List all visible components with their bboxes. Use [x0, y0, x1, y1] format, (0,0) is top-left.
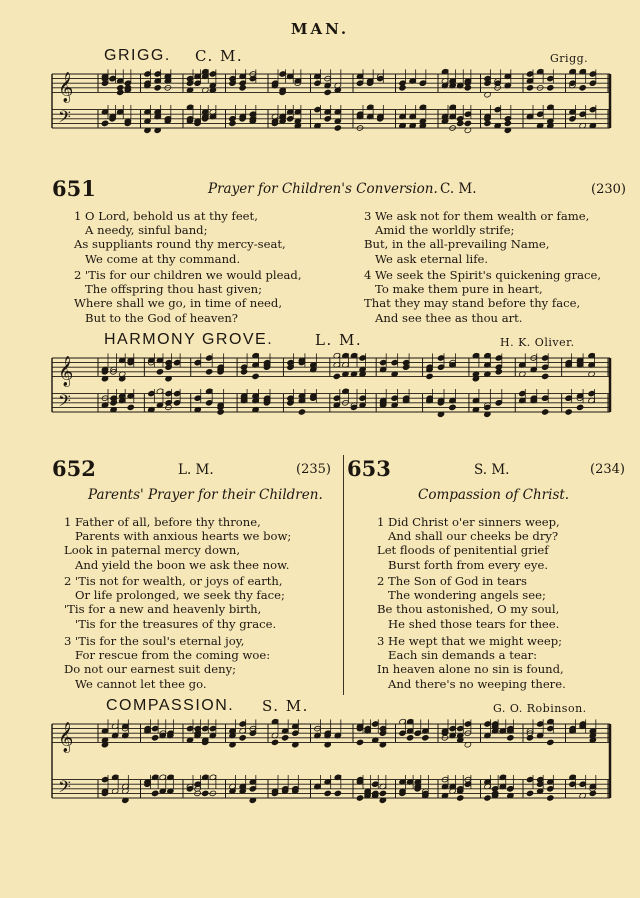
tune-name-grigg: GRIGG.: [104, 47, 171, 64]
svg-text:𝄢: 𝄢: [58, 106, 71, 131]
tune-name-compassion: COMPASSION.: [106, 697, 235, 714]
stanza-651-3: 3 We ask not for them wealth or fame, Amid the worldly strife; But, in the all-prevailing Name, We ask eternal life.: [364, 209, 590, 266]
stanza-651-1: 1 O Lord, behold us at thy feet, A needy, sinful band; As suppliants round thy mercy-seat, We come at thy command.: [74, 209, 286, 266]
tune-composer-harmony-grove: H. K. Oliver.: [500, 336, 575, 349]
tune-composer-compassion: G. O. Robinson.: [493, 702, 587, 715]
stanza-652-2: 2 'Tis not for wealth, or joys of earth, Or life prolonged, we seek thy face; 'Tis for a new and heavenly birth, 'Tis for the treasures of thy grace.: [64, 574, 285, 631]
stanza-652-3: 3 'Tis for the soul's eternal joy, For rescue from the coming woe: Do not our earnest suit deny; We cannot let thee go.: [64, 634, 271, 691]
hymn-ref-652: (235): [296, 462, 331, 477]
hymn-meter-651: C. M.: [440, 181, 477, 197]
column-divider: [343, 455, 344, 695]
svg-text:𝄞: 𝄞: [58, 356, 74, 387]
stanza-651-4: 4 We seek the Spirit's quickening grace, To make them pure in heart, That they may stand before thy face, And see thee as thou art.: [364, 268, 602, 325]
music-score-grigg: [50, 66, 616, 166]
svg-text:𝄢: 𝄢: [58, 390, 71, 415]
hymn-ref-653: (234): [590, 462, 625, 477]
hymn-number-651: 651: [52, 176, 96, 201]
tune-name-harmony-grove: HARMONY GROVE.: [104, 331, 274, 348]
hymn-number-653: 653: [347, 456, 391, 481]
svg-text:𝄞: 𝄞: [58, 72, 74, 103]
svg-text:𝄢: 𝄢: [58, 776, 71, 801]
tune-meter-grigg: C. M.: [195, 47, 244, 65]
hymn-meter-653: S. M.: [474, 462, 510, 478]
svg-text:𝄞: 𝄞: [58, 722, 74, 753]
tune-meter-compassion: S. M.: [262, 697, 309, 715]
stanza-653-3: 3 He wept that we might weep; Each sin demands a tear: In heaven alone no sin is found, And there's no weeping there.: [377, 634, 566, 691]
running-head: MAN.: [290, 20, 350, 38]
stanza-652-1: 1 Father of all, before thy throne, Parents with anxious hearts we bow; Look in paternal mercy down, And yield the boon we ask thee now.: [64, 515, 292, 572]
hymn-title-652: Parents' Prayer for their Children.: [88, 487, 323, 503]
hymn-title-651: Prayer for Children's Conversion.: [208, 181, 438, 197]
music-score-compassion: [50, 716, 616, 836]
tune-meter-harmony-grove: L. M.: [315, 331, 363, 349]
hymn-title-653: Compassion of Christ.: [418, 487, 570, 503]
hymn-ref-651: (230): [591, 182, 626, 197]
music-score-harmony-grove: [50, 350, 616, 450]
hymn-meter-652: L. M.: [178, 462, 214, 478]
stanza-653-1: 1 Did Christ o'er sinners weep, And shall our cheeks be dry? Let floods of penitential grief Burst forth from every eye.: [377, 515, 560, 572]
tune-composer-grigg: Grigg.: [550, 52, 589, 65]
stanza-651-2: 2 'Tis for our children we would plead, The offspring thou hast given; Where shall we go, in time of need, But to the God of heaven?: [74, 268, 302, 325]
stanza-653-2: 2 The Son of God in tears The wondering angels see; Be thou astonished, O my soul, He shed those tears for thee.: [377, 574, 560, 631]
hymn-number-652: 652: [52, 456, 96, 481]
